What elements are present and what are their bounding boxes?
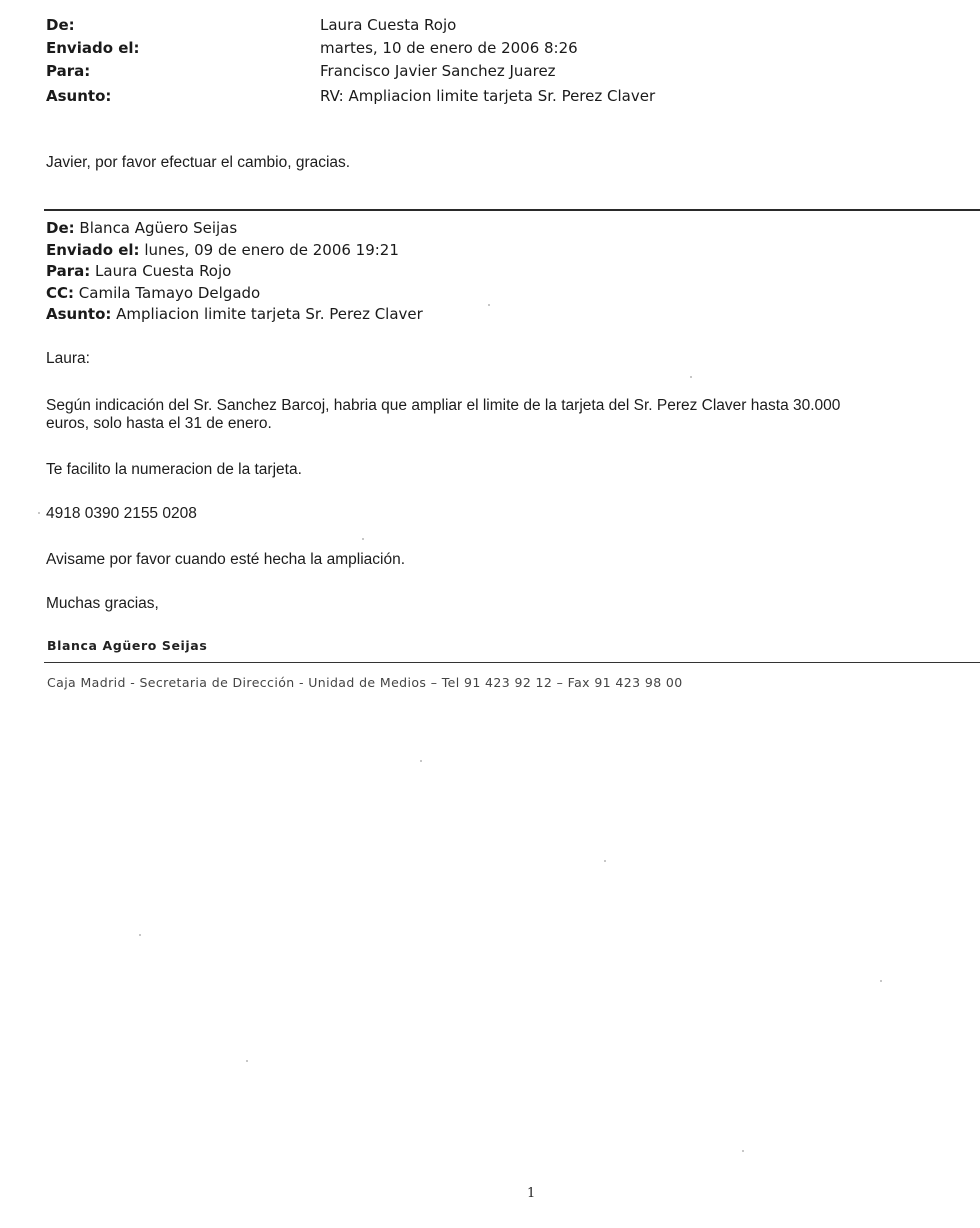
signature-rule xyxy=(44,662,980,663)
separator-rule xyxy=(44,209,980,211)
scan-speck xyxy=(690,376,692,378)
to-label: Para: xyxy=(46,62,91,80)
subject-value: RV: Ampliacion limite tarjeta Sr. Perez Claver xyxy=(320,87,656,105)
page-number: 1 xyxy=(527,1186,536,1201)
scan-speck xyxy=(362,538,364,540)
scan-speck xyxy=(38,512,40,514)
scan-speck xyxy=(246,1060,248,1062)
scan-speck xyxy=(139,934,141,936)
fwd-subject xyxy=(46,304,423,326)
paragraph1-line2: euros, solo hasta el 31 de enero. xyxy=(46,415,272,432)
fwd-from-label: De: xyxy=(46,219,75,237)
sent-label: Enviado el: xyxy=(46,39,140,57)
fwd-sent-value: lunes, 09 de enero de 2006 19:21 xyxy=(144,241,399,259)
fwd-to-label: Para: xyxy=(46,262,91,280)
signature-footer: Caja Madrid - Secretaria de Dirección - Unidad de Medios – Tel 91 423 92 12 – Fax 91 423 98 00 xyxy=(47,675,683,690)
card-number: 4918 0390 2155 0208 xyxy=(46,505,197,522)
reply-body: Javier, por favor efectuar el cambio, gracias. xyxy=(46,154,351,171)
to-value: Francisco Javier Sanchez Juarez xyxy=(320,62,556,80)
signature-name: Blanca Agüero Seijas xyxy=(47,638,208,653)
paragraph1-line1: Según indicación del Sr. Sanchez Barcoj, habria que ampliar el limite de la tarjeta del Sr. Perez Claver hasta 30.000 xyxy=(46,397,841,414)
scan-speck xyxy=(742,1150,744,1152)
fwd-subject-value: Ampliacion limite tarjeta Sr. Perez Claver xyxy=(116,305,423,323)
fwd-cc-label: CC: xyxy=(46,284,75,302)
scan-speck xyxy=(604,860,606,862)
from-label: De: xyxy=(46,16,75,34)
from-value: Laura Cuesta Rojo xyxy=(320,16,457,34)
fwd-cc-value: Camila Tamayo Delgado xyxy=(78,284,261,302)
greeting: Laura: xyxy=(46,350,90,367)
fwd-sent-label: Enviado el: xyxy=(46,241,140,259)
subject-label: Asunto: xyxy=(46,87,112,105)
fwd-cc xyxy=(46,283,260,305)
scan-speck xyxy=(420,760,422,762)
scan-speck xyxy=(488,304,490,306)
fwd-from xyxy=(46,218,237,240)
fwd-sent xyxy=(46,240,399,262)
paragraph2: Te facilito la numeracion de la tarjeta. xyxy=(46,461,302,478)
scan-speck xyxy=(880,980,882,982)
fwd-to xyxy=(46,261,231,283)
fwd-to-value: Laura Cuesta Rojo xyxy=(95,262,232,280)
sent-value: martes, 10 de enero de 2006 8:26 xyxy=(320,39,578,57)
closing: Muchas gracias, xyxy=(46,595,159,612)
fwd-from-value: Blanca Agüero Seijas xyxy=(79,219,238,237)
fwd-subject-label: Asunto: xyxy=(46,305,112,323)
paragraph3: Avisame por favor cuando esté hecha la ampliación. xyxy=(46,551,406,568)
